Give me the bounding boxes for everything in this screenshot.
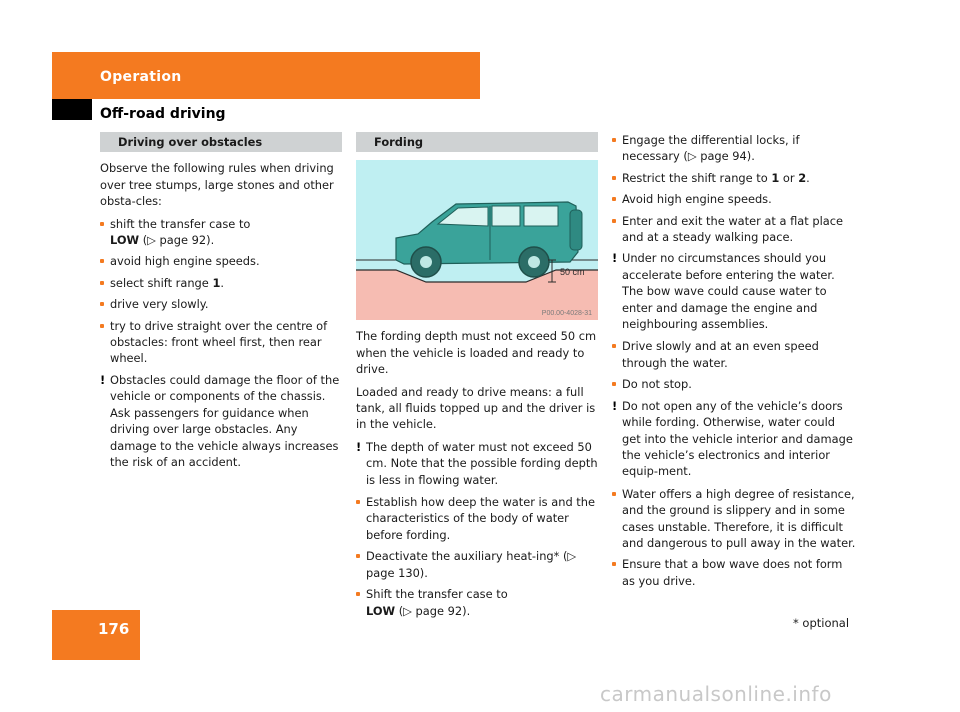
list-item: try to drive straight over the centre of obstacles: front wheel first, then rear wheel. — [100, 318, 342, 367]
page-reference-link[interactable]: (▷ page 92). — [398, 603, 471, 618]
section-heading-obstacles: Driving over obstacles — [100, 132, 342, 152]
list-item: drive very slowly. — [100, 296, 342, 312]
warning-note — [100, 372, 342, 470]
warning-text: Obstacles could damage the floor of the vehicle or components of the chassis. Ask passengers for guidance when driving over large obstacles. Any damage to the vehicle always increases the risk of an accident. — [110, 372, 340, 469]
list-item: Deactivate the auxiliary heat-ing* (▷ page 130). — [356, 548, 598, 581]
list-item-text: select shift range — [110, 275, 209, 290]
page-number: 176 — [98, 620, 130, 638]
section-heading-fording: Fording — [356, 132, 598, 152]
column-fording — [356, 132, 598, 624]
list-item: Water offers a high degree of resistance, and the ground is slippery and in some cases unstable. Therefore, it is difficult and dangerous to pull away in the water. — [612, 486, 856, 552]
intro-text: Observe the following rules when driving over tree stumps, large stones and other obsta-cles: — [100, 161, 334, 209]
header-section: Operation — [100, 69, 182, 85]
list-item — [612, 170, 856, 186]
list-item: Avoid high engine speeds. — [612, 191, 856, 207]
warning-icon: ! — [100, 372, 106, 387]
figure-code: P00.00-4028-31 — [541, 310, 592, 318]
page-title: Off-road driving — [100, 106, 226, 122]
list-item-text: Restrict the shift range to — [622, 170, 768, 185]
list-item: Ensure that a bow wave does not form as you drive. — [612, 556, 856, 589]
list-item: Establish how deep the water is and the characteristics of the body of water before fording. — [356, 494, 598, 543]
warning-icon: ! — [612, 398, 618, 413]
list-item: Enter and exit the water at a flat place and at a steady walking pace. — [612, 213, 856, 246]
warning-icon: ! — [356, 439, 362, 454]
list-item-bold: LOW — [110, 233, 140, 248]
warning-text: Do not open any of the vehicle’s doors while fording. Otherwise, water could get into the vehicle interior and damage the vehicle’s electronics and interior equip-ment. — [622, 398, 853, 479]
list-item-text: Shift the transfer case to — [366, 587, 508, 602]
list-item-end: . — [806, 170, 810, 185]
column-fording-continued — [612, 132, 856, 594]
list-item — [100, 275, 342, 291]
list-item: Engage the differential locks, if necessary (▷ page 94). — [612, 132, 856, 165]
warning-note — [356, 439, 598, 488]
list-item: Drive slowly and at an even speed through the water. — [612, 338, 856, 371]
warning-text: Under no circumstances should you accelerate before entering the water. The bow wave could cause water to enter and damage the engine and neighbouring assemblies. — [622, 251, 835, 332]
loaded-definition-text: Loaded and ready to drive means: a full tank, all fluids topped up and the driver is in the vehicle. — [356, 384, 596, 432]
footnote: * optional — [793, 616, 850, 630]
list-item-bold: 2 — [798, 170, 807, 185]
list-item-end: . — [220, 275, 224, 290]
warning-note — [612, 250, 856, 332]
list-item — [100, 216, 342, 249]
fording-illustration — [356, 160, 598, 320]
page-reference-link[interactable]: (▷ page 92). — [142, 233, 215, 248]
list-item-text: or — [782, 170, 795, 185]
watermark: carmanualsonline.info — [600, 682, 832, 706]
depth-label: 50 cm — [560, 267, 585, 278]
list-item-bold: 1 — [212, 275, 221, 290]
list-item-text: shift the transfer case to — [110, 216, 251, 231]
list-item: Do not stop. — [612, 376, 856, 392]
list-item — [356, 586, 598, 619]
warning-text: The depth of water must not exceed 50 cm. Note that the possible fording depth is less in flowing water. — [366, 439, 598, 487]
warning-note — [612, 398, 856, 480]
list-item: avoid high engine speeds. — [100, 253, 342, 269]
column-obstacles — [100, 132, 342, 476]
list-item-bold: LOW — [366, 603, 396, 618]
list-item-bold: 1 — [771, 170, 780, 185]
warning-icon: ! — [612, 251, 618, 266]
fording-depth-text: The fording depth must not exceed 50 cm when the vehicle is loaded and ready to drive. — [356, 329, 597, 377]
header-tab-marker — [52, 99, 92, 120]
